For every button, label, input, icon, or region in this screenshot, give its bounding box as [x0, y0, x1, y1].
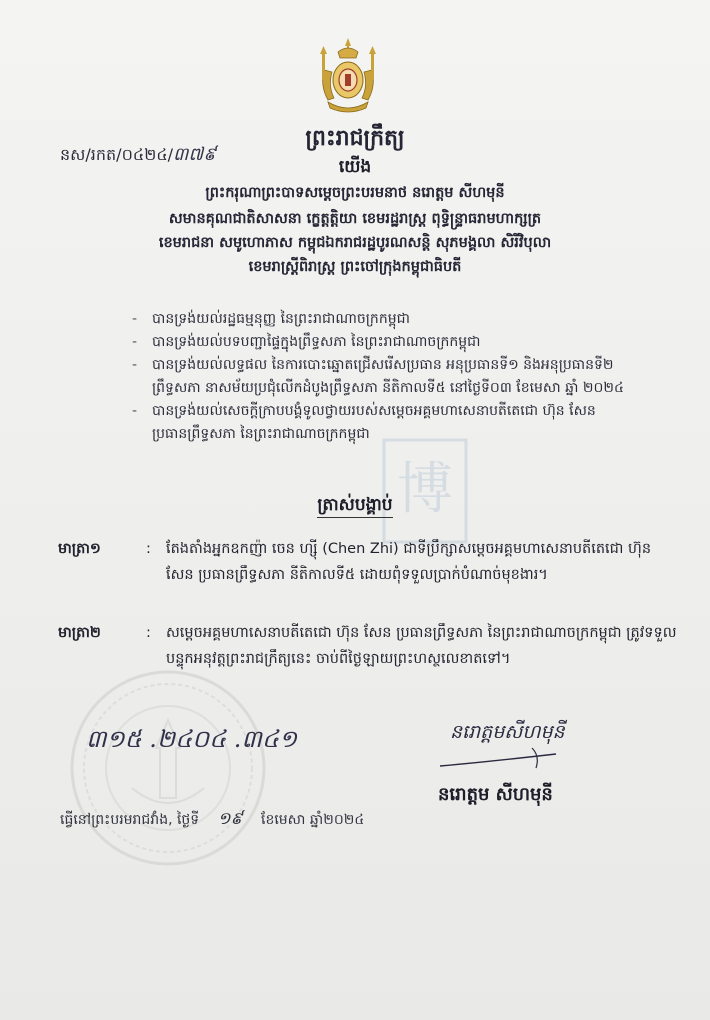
signature-stroke	[436, 744, 560, 774]
article-colon: :	[146, 541, 151, 557]
date-line	[60, 808, 364, 833]
order-heading-text: ត្រាស់បង្គាប់	[317, 495, 392, 518]
embossed-seal-icon	[68, 668, 268, 868]
date-prefix: ធ្វើនៅព្រះបរមរាជវាំង, ថ្ងៃទី	[60, 812, 200, 828]
royal-title-line-3: ខេមរាជនា សមូហោភាស កម្ពុជឯករាជរដ្ឋបូរណសន្តិ សុភមង្គលា សិរីវិបុលា	[158, 235, 552, 251]
article-text: តែងតាំងអ្នកឧកញ៉ា ចេន ហ្ស៊ី (Chen Zhi) ជាទីប្រឹក្សាសម្តេចអគ្គមហាសេនាបតីតេជោ ហ៊ុន សែន ប្រធានព្រឹទ្ធសភា នីតិកាលទី៥ ដោយពុំទទួលប្រាក់បំណាច់មុខងារ។	[166, 541, 652, 583]
considerations-list	[128, 308, 628, 446]
watermark-icon	[380, 436, 470, 546]
reference-number-handwritten: ៣៧៩	[173, 144, 216, 165]
watermark-letter: 博	[397, 457, 453, 522]
article-label: មាត្រា២	[58, 625, 101, 641]
date-month-year: ខែមេសា ឆ្នាំ២០២៤	[261, 812, 365, 828]
decree-title: ព្រះរាជក្រឹត្យ	[305, 126, 405, 151]
date-day-handwritten: ១៩	[217, 809, 243, 829]
article-label: មាត្រា១	[58, 541, 101, 557]
order-heading	[0, 494, 710, 519]
consideration-item: - បានទ្រង់យល់សេចក្តីក្រាបបង្គំទូលថ្វាយរបស់សម្តេចអគ្គមហាសេនាបតីតេជោ ហ៊ុន សែន ប្រធានព្រឹទ្ធសភា នៃព្រះរាជាណាចក្រកម្ពុជា	[128, 400, 628, 446]
article-text: សម្តេចអគ្គមហាសេនាបតីតេជោ ហ៊ុន សែន ប្រធានព្រឹទ្ធសភា នៃព្រះរាជាណាចក្រកម្ពុជា ត្រូវទទួលបន្ទុកអនុវត្តព្រះរាជក្រឹត្យនេះ ចាប់ពីថ្ងៃឡាយព្រះហស្ថលេខាតទៅ។	[166, 625, 677, 667]
royal-title-line-1: ព្រះករុណាព្រះបាទសម្តេចព្រះបរមនាថ នរោត្តម សីហមុនី	[205, 185, 505, 201]
royal-title-line-2: សមានគុណជាតិសាសនា ក្ខេត្តត្តិយា ខេមរដ្ឋរាស្ត្រ ពុទ្ធិន្ទ្រាធរាមហាក្សត្រ	[168, 211, 542, 227]
article-colon: :	[146, 625, 151, 641]
consideration-item: - បានទ្រង់យល់លទ្ធផល នៃការបោះឆ្នោតជ្រើសរើសប្រធាន អនុប្រធានទី១ និងអនុប្រធានទី២ ព្រឹទ្ធសភា នាសម័យប្រជុំលើកដំបូងព្រឹទ្ធសភា នីតិកាលទី៥ នៅថ្ងៃទី០៣ ខែមេសា ឆ្នាំ ២០២៤	[128, 354, 628, 400]
article-1	[58, 536, 678, 588]
registration-number-handwritten: ៣១៥ .២៤០៤ .៣៤១	[86, 725, 297, 753]
royal-signature: នរោត្តមសីហមុនី	[450, 721, 565, 743]
consideration-item: - បានទ្រង់យល់រដ្ឋធម្មនុញ្ញ នៃព្រះរាជាណាចក្រកម្ពុជា	[128, 308, 628, 331]
article-2	[58, 620, 678, 672]
signatory-name: នរោត្តម សីហមុនី	[438, 784, 553, 805]
we-heading: យើង	[338, 157, 372, 177]
royal-title-line-4: ខេមរាស្ត្រីពិរាស្ត្រ ព្រះចៅក្រុងកម្ពុជាធិបតី	[248, 259, 462, 275]
royal-coat-of-arms-icon	[316, 36, 380, 116]
reference-number-printed: នស/រកត/០៤២៤/	[60, 145, 174, 164]
consideration-item: - បានទ្រង់យល់បទបញ្ជាផ្ទៃក្នុងព្រឹទ្ធសភា នៃព្រះរាជាណាចក្រកម្ពុជា	[128, 331, 628, 354]
